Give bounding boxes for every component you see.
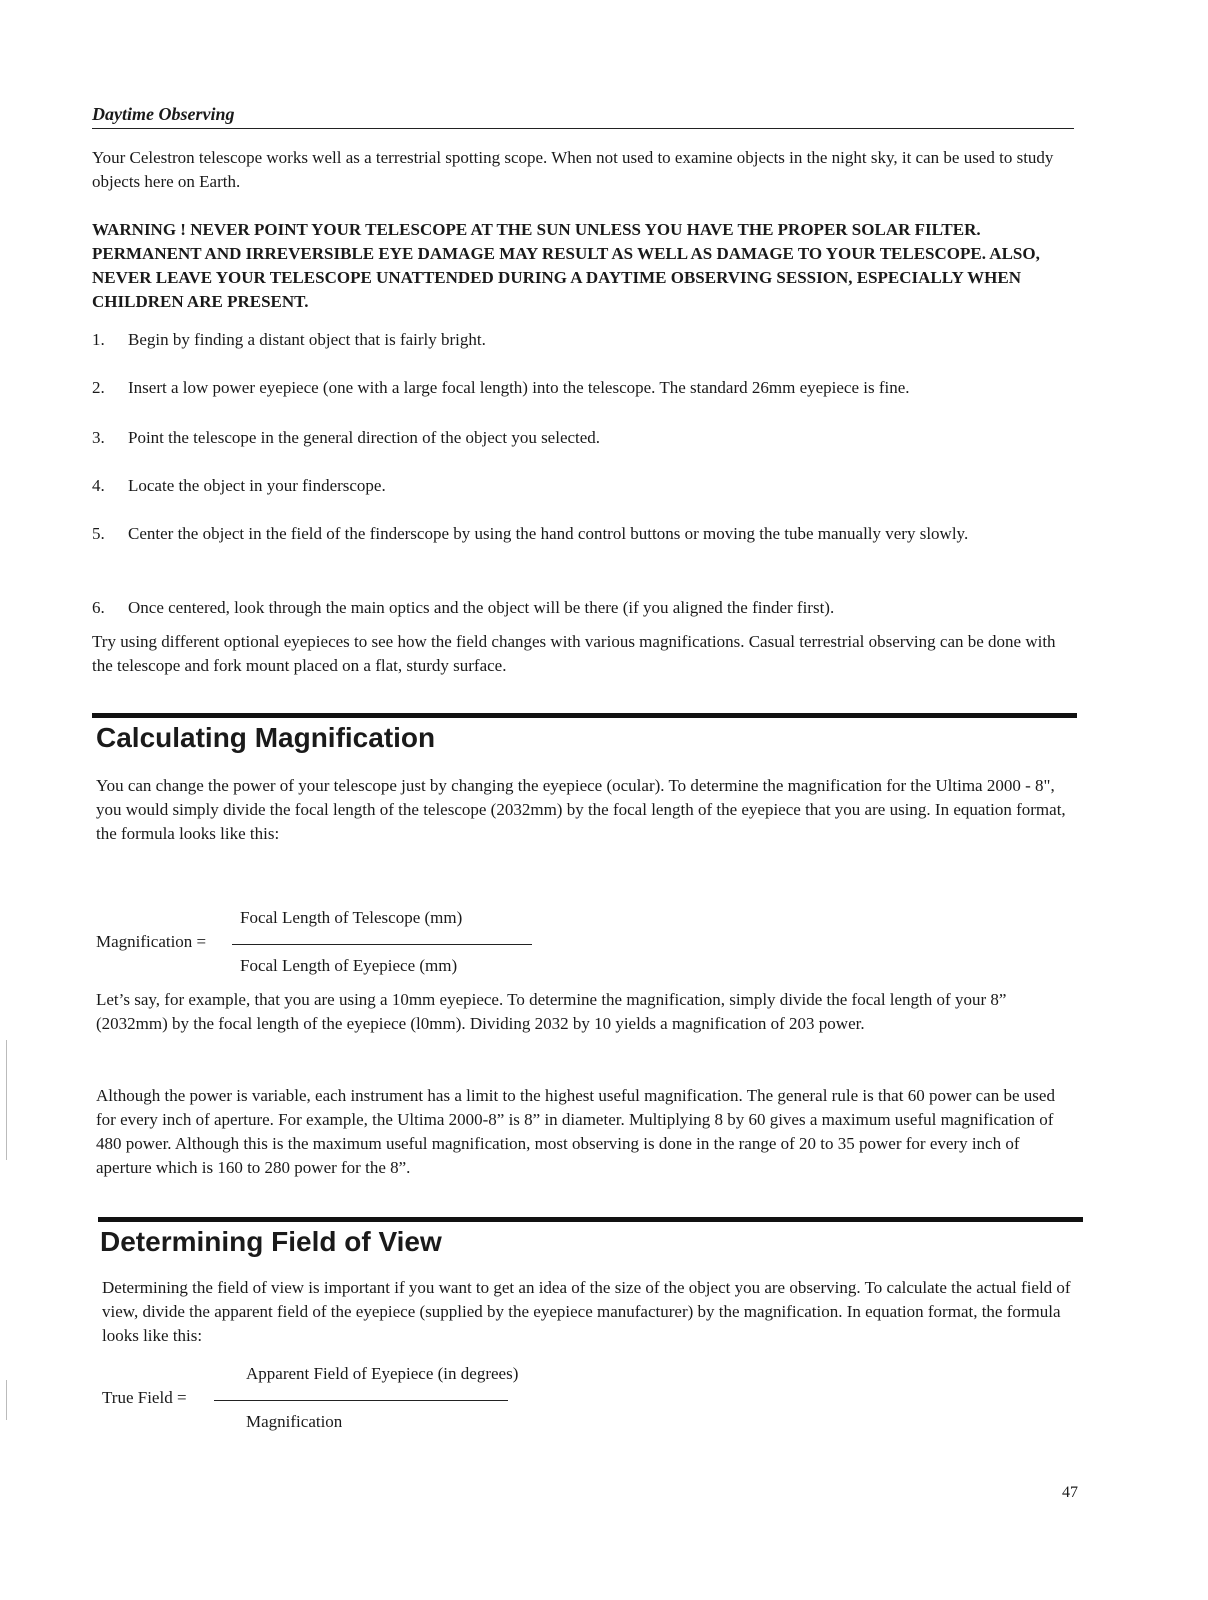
- warning-paragraph: WARNING ! NEVER POINT YOUR TELESCOPE AT THE SUN UNLESS YOU HAVE THE PROPER SOLAR FILTER. PERMANENT AND IRREVERSIBLE EYE DAMAGE MAY RESULT AS WELL AS DAMAGE TO YOUR TELESCOPE. ALSO, NEVER LEAVE YOUR TELESCOPE UNATTENDED DURING A DAYTIME OBSERVING SESSION, ESPECIALLY WHEN CHILDREN ARE PRESENT.: [92, 220, 1040, 311]
- fraction-bar: [214, 1400, 508, 1401]
- subsection-rule: [92, 128, 1074, 129]
- list-item-text: Once centered, look through the main optics and the object will be there (if you aligned the finder first).: [128, 598, 835, 617]
- section-rule: [92, 713, 1077, 718]
- list-item-number: 3.: [92, 428, 105, 447]
- formula-denominator: Magnification: [246, 1412, 343, 1431]
- magnification-intro: You can change the power of your telescope just by changing the eyepiece (ocular). To determine the magnification for the Ultima 2000 - 8", you would simply divide the focal length of the telescope (2032mm) by the focal length of the eyepiece that you are using. In equation format, the formula looks like this:: [96, 776, 1066, 843]
- section-rule: [98, 1217, 1083, 1222]
- field-of-view-intro: Determining the field of view is important if you want to get an idea of the size of the object you are observing. To calculate the actual field of view, divide the apparent field of the eyepiece (supplied by the eyepiece manufacturer) by the magnification. In equation format, the formula looks like this:: [102, 1278, 1071, 1345]
- magnification-limit: Although the power is variable, each instrument has a limit to the highest useful magnification. The general rule is that 60 power can be used for every inch of aperture. For example, the Ultima 2000-8” is 8” in diameter. Multiplying 8 by 60 gives a maximum useful magnification of 480 power. Although this is the maximum useful magnification, most observing is done in the range of 20 to 35 power for every inch of aperture which is 160 to 280 power for the 8”.: [96, 1086, 1055, 1177]
- list-item-text: Locate the object in your finderscope.: [128, 476, 386, 495]
- daytime-intro: Your Celestron telescope works well as a terrestrial spotting scope. When not used to examine objects in the night sky, it can be used to study objects here on Earth.: [92, 148, 1054, 191]
- subsection-heading-daytime: Daytime Observing: [92, 104, 235, 124]
- formula-denominator: Focal Length of Eyepiece (mm): [240, 956, 458, 975]
- list-item-text: Insert a low power eyepiece (one with a large focal length) into the telescope. The standard 26mm eyepiece is fine.: [128, 378, 910, 397]
- formula-lhs: Magnification =: [96, 932, 207, 951]
- magnification-example: Let’s say, for example, that you are using a 10mm eyepiece. To determine the magnification, simply divide the focal length of your 8” (2032mm) by the focal length of the eyepiece (l0mm). Dividing 2032 by 10 yields a magnification of 203 power.: [96, 990, 1007, 1033]
- section-heading-field-of-view: Determining Field of View: [100, 1226, 442, 1257]
- list-item-number: 5.: [92, 524, 105, 543]
- fraction-bar: [232, 944, 532, 945]
- page-number: 47: [1062, 1484, 1078, 1501]
- list-item-text: Center the object in the field of the finderscope by using the hand control buttons or moving the tube manually very slowly.: [128, 524, 969, 543]
- list-item-number: 4.: [92, 476, 105, 495]
- formula-lhs: True Field =: [102, 1388, 187, 1407]
- section-heading-magnification: Calculating Magnification: [96, 722, 436, 753]
- list-item-number: 2.: [92, 378, 105, 397]
- scan-edge-mark: [6, 1380, 7, 1420]
- list-item-text: Point the telescope in the general direction of the object you selected.: [128, 428, 601, 447]
- list-item-number: 1.: [92, 330, 105, 349]
- daytime-closing: Try using different optional eyepieces to see how the field changes with various magnifications. Casual terrestrial observing can be done with the telescope and fork mount placed on a flat, sturdy surface.: [92, 632, 1056, 675]
- scan-edge-mark: [6, 1040, 7, 1160]
- list-item-text: Begin by finding a distant object that is fairly bright.: [128, 330, 486, 349]
- list-item-number: 6.: [92, 598, 105, 617]
- formula-numerator: Apparent Field of Eyepiece (in degrees): [246, 1364, 519, 1383]
- formula-numerator: Focal Length of Telescope (mm): [240, 908, 463, 927]
